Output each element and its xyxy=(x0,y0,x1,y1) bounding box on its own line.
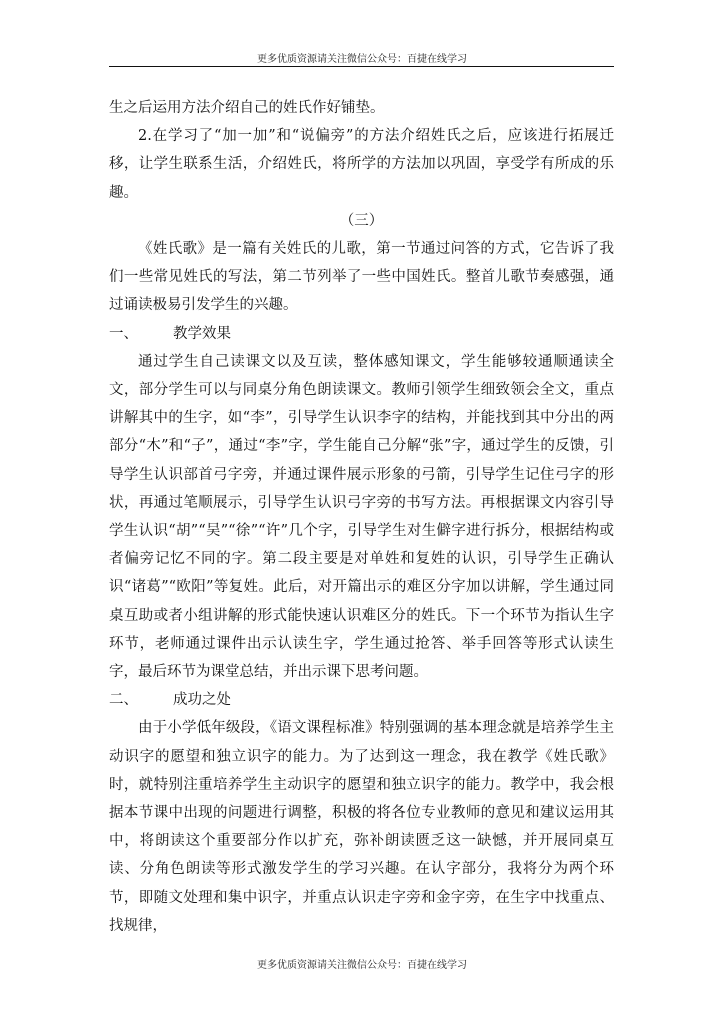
page-header: 更多优质资源请关注微信公众号：百捷在线学习 xyxy=(257,54,467,65)
page-footer: 更多优质资源请关注微信公众号：百捷在线学习 xyxy=(257,960,467,971)
heading-number: 二、 xyxy=(109,692,138,709)
paragraph: 2.在学习了“加一加”和“说偏旁”的方法介绍姓氏之后，应该进行拓展迁移，让学生联系生活，介绍姓氏，将所学的方法加以巩固，享受学有所成的乐趣。 xyxy=(109,128,614,201)
paragraph: 由于小学低年级段，《语文课程标准》特别强调的基本理念就是培养学生主动识字的愿望和独立识字的能力。为了达到这一理念，我在教学《姓氏歌》时，就特别注重培养学生主动识字的愿望和独立识字的能力。教学中，我会根据本节课中出现的问题进行调整，积极的将各位专业教师的意见和建议运用其中，将朗读这个重要部分作以扩充，弥补朗读匮乏这一缺憾，并开展同桌互读、分角色朗读等形式激发学生的学习兴趣。在认字部分，我将分为两个环节，即随文处理和集中识字，并重点认识走字旁和金字旁，在生字中找重点、找规律， xyxy=(109,720,614,934)
heading-number: 一、 xyxy=(109,325,138,342)
section-heading xyxy=(109,686,614,714)
heading-title: 成功之处 xyxy=(173,692,231,709)
paragraph: 《姓氏歌》是一篇有关姓氏的儿歌，第一节通过问答的方式，它告诉了我们一些常见姓氏的写法，第二节列举了一些中国姓氏。整首儿歌节奏感强，通过诵读极易引发学生的兴趣。 xyxy=(109,241,614,314)
document-body xyxy=(109,94,614,940)
section-heading xyxy=(109,320,614,348)
section-mark: （三） xyxy=(339,212,384,229)
paragraph: 生之后运用方法介绍自己的姓氏作好铺垫。 xyxy=(109,100,385,116)
header-rule xyxy=(109,66,614,67)
paragraph: 通过学生自己读课文以及互读，整体感知课文，学生能够较通顺通读全文，部分学生可以与同桌分角色朗读课文。教师引领学生细致领会全文，重点讲解其中的生字，如“李”，引导学生认识李字的结构，并能找到其中分出的两部分“木”和“子”，通过“李”字，学生能自己分解“张”字，通过学生的反馈，引导学生认识部首弓字旁，并通过课件展示形象的弓箭，引导学生记住弓字的形状，再通过笔顺展示，引导学生认识弓字旁的书写方法。再根据课文内容引导学生认识“胡”“吴”“徐”“许”几个字，引导学生对生僻字进行拆分，根据结构或者偏旁记忆不同的字。第二段主要是对单姓和复姓的认识，引导学生正确认识“诸葛”“欧阳”等复姓。此后，对开篇出示的难区分字加以讲解，学生通过同桌互助或者小组讲解的形式能快速认识难区分的姓氏。下一个环节为指认生字环节，老师通过课件出示认读生字，学生通过抢答、举手回答等形式认读生字，最后环节为课堂总结，并出示课下思考问题。 xyxy=(109,353,614,681)
heading-title: 教学效果 xyxy=(173,325,231,342)
